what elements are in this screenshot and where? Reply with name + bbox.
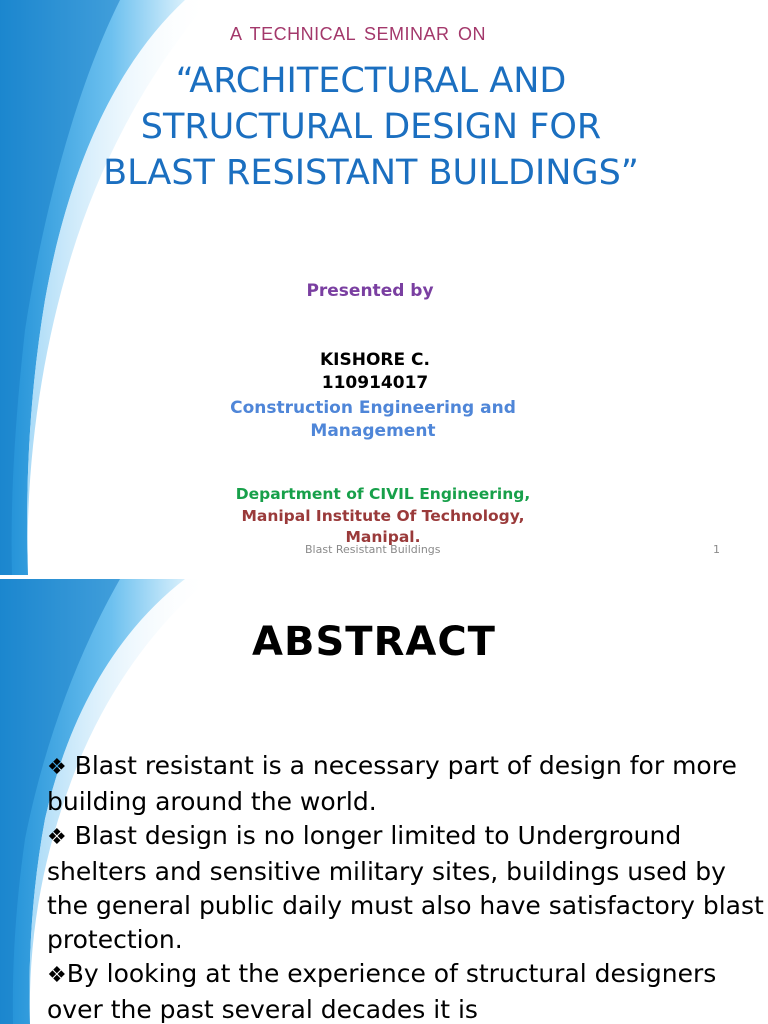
title-line: STRUCTURAL DESIGN FOR <box>140 107 602 147</box>
list-item <box>47 749 765 819</box>
slide-title <box>0 58 742 196</box>
bullet-text: By looking at the experience of structural designers over the past several decades it is <box>47 959 717 1024</box>
institute-name <box>0 506 766 548</box>
list-item <box>47 957 765 1024</box>
diamond-bullet-icon: ❖ <box>47 755 67 780</box>
page-number: 1 <box>713 543 720 556</box>
institute-line: Manipal Institute Of Technology, <box>241 507 525 525</box>
list-item <box>47 819 765 957</box>
program-line: Construction Engineering and <box>230 398 516 418</box>
slide-title: ABSTRACT <box>252 619 496 665</box>
institute-line: Manipal. <box>345 528 421 546</box>
seminar-kicker: A TECHNICAL SEMINAR ON <box>229 24 487 44</box>
program-line: Management <box>310 421 436 441</box>
title-line: “ARCHITECTURAL AND <box>175 61 567 101</box>
diamond-bullet-icon: ❖ <box>47 825 67 850</box>
abstract-slide <box>0 579 768 1024</box>
presenter-id: 110914017 <box>321 373 429 393</box>
presented-by-label: Presented by <box>306 281 434 301</box>
diamond-bullet-icon: ❖ <box>47 963 67 988</box>
bullet-text: Blast design is no longer limited to Underground shelters and sensitive military sites, buildings used by the general public daily must also have satisfactory blast protection. <box>47 821 764 954</box>
presenter-name: KISHORE C. <box>320 350 430 370</box>
program-name <box>0 397 746 443</box>
bullet-list <box>47 749 765 1024</box>
bullet-text: Blast resistant is a necessary part of design for more building around the world. <box>47 751 737 816</box>
title-line: BLAST RESISTANT BUILDINGS” <box>103 153 639 193</box>
slide-footer: Blast Resistant Buildings <box>305 543 441 556</box>
department-name: Department of CIVIL Engineering, <box>235 485 531 503</box>
